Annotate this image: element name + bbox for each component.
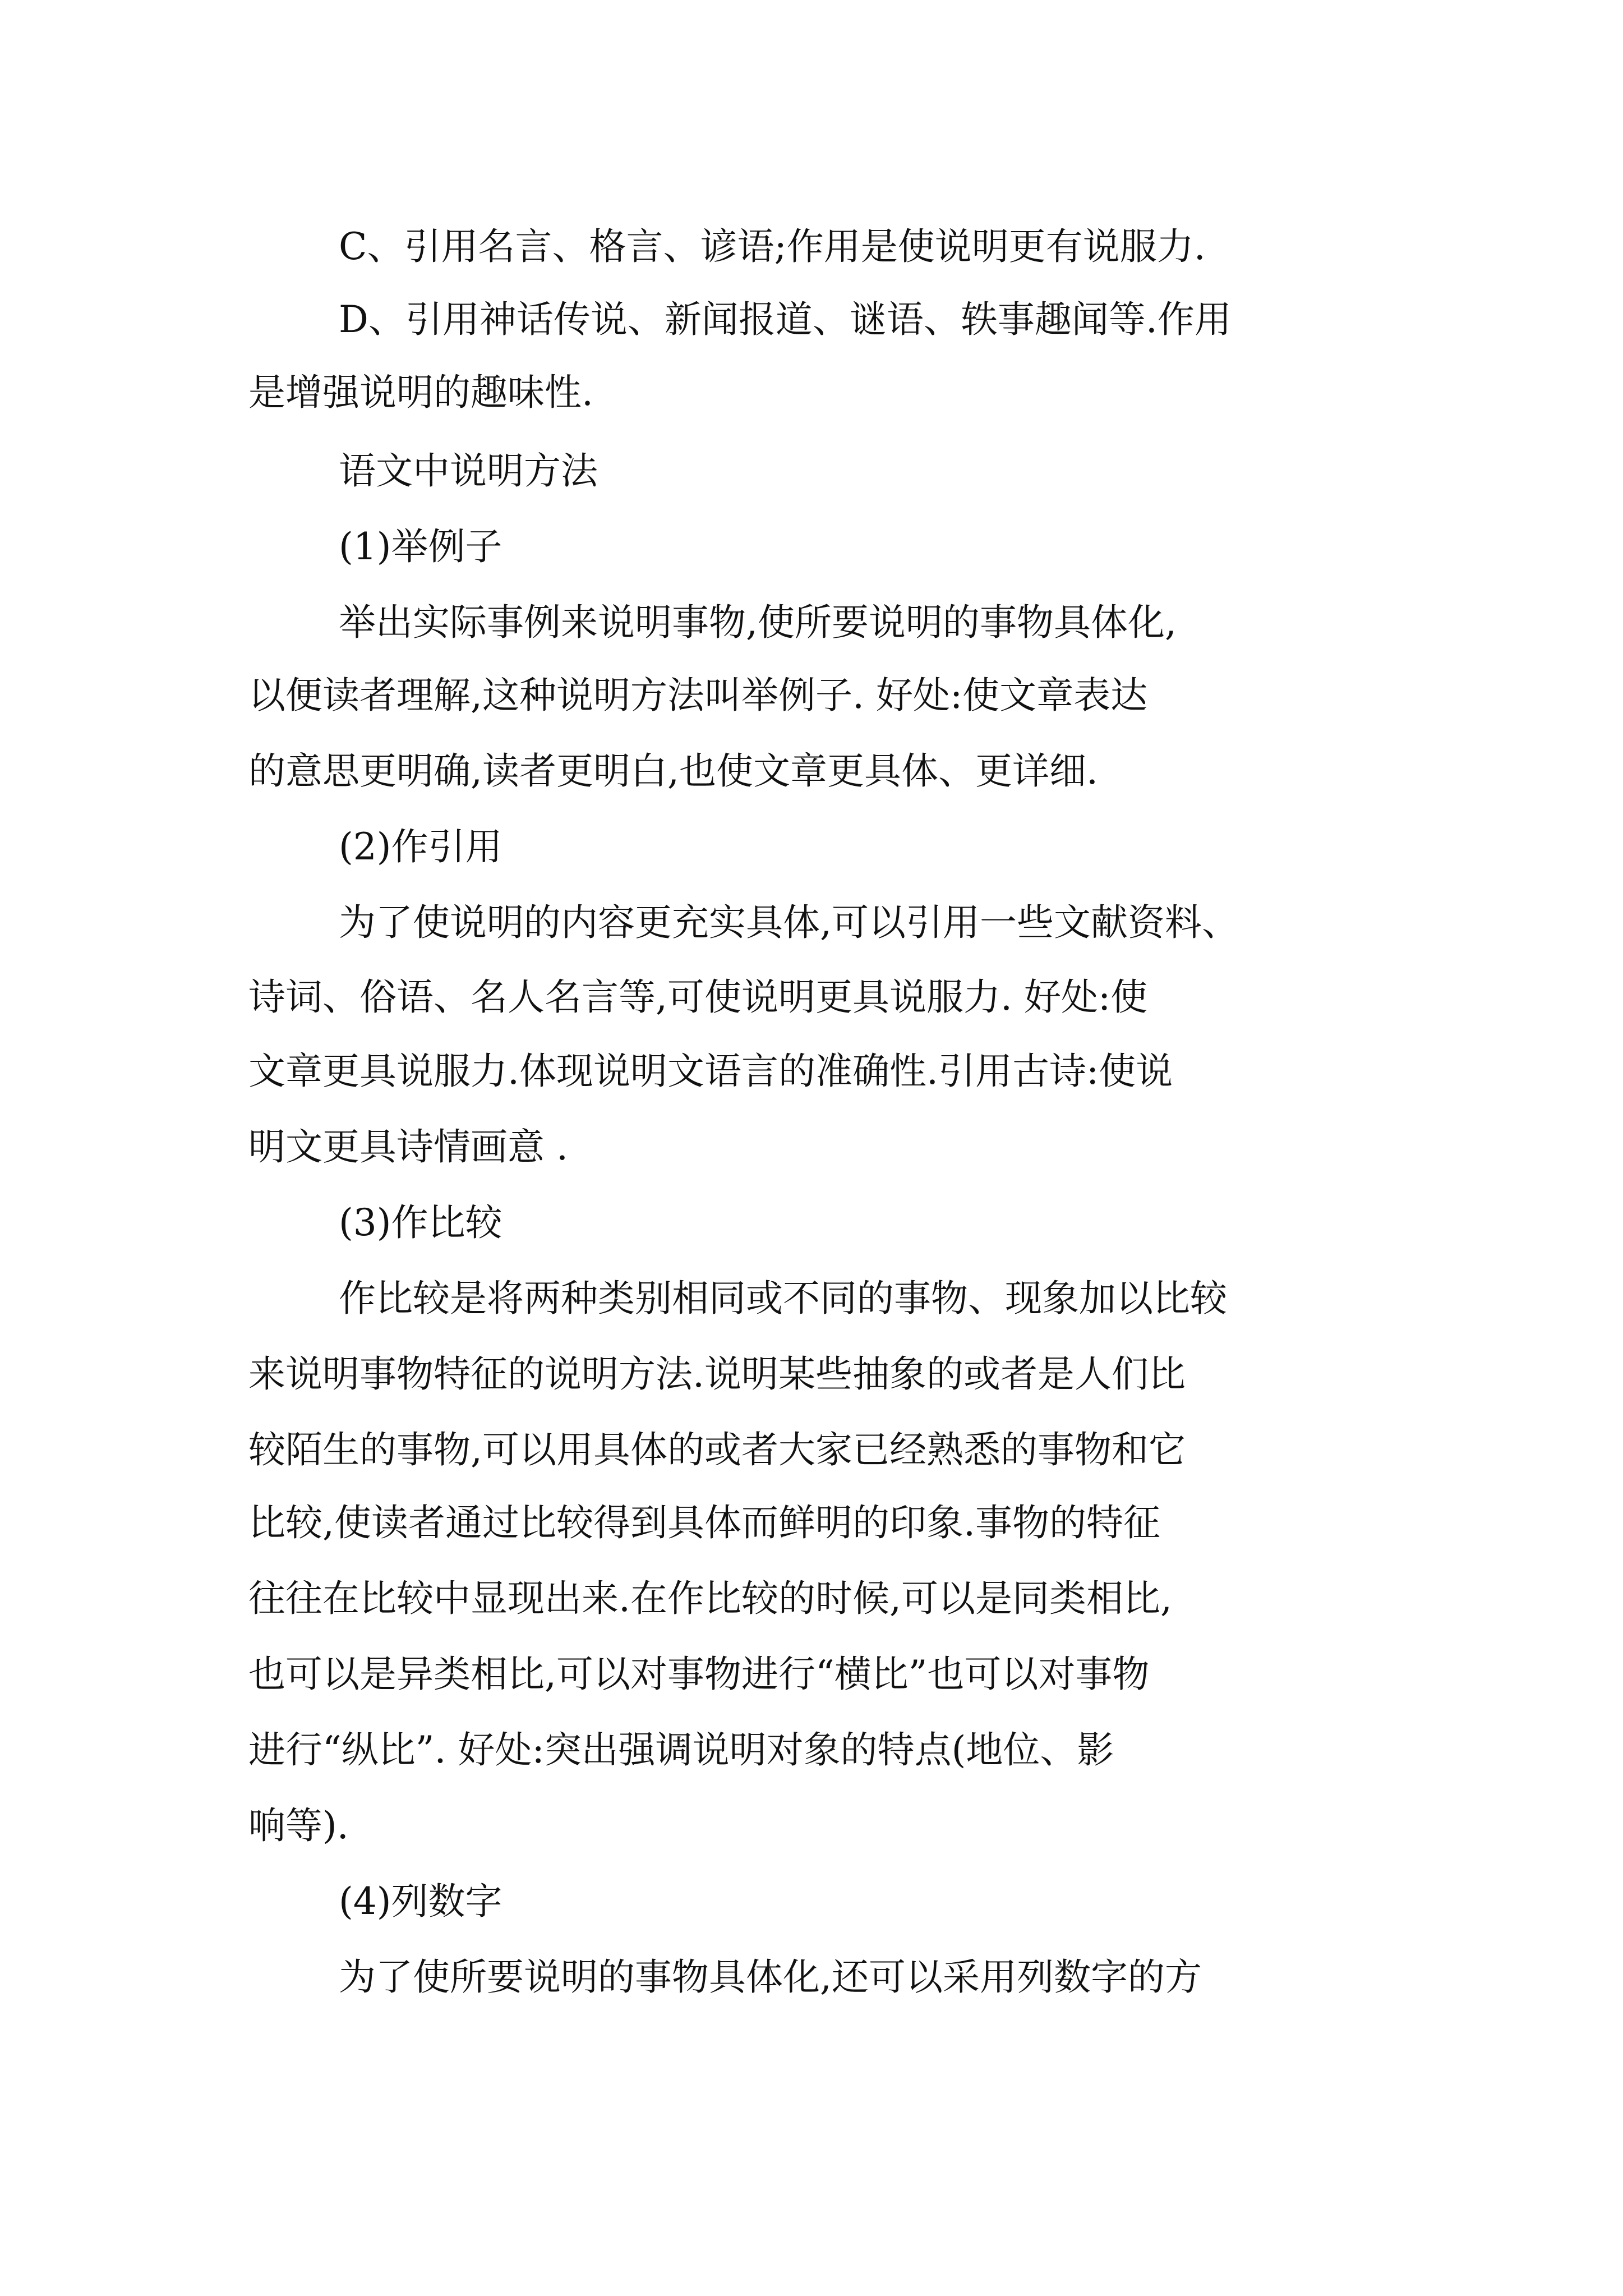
text-line: D、引用神话传说、新闻报道、谜语、轶事趣闻等.作用 bbox=[339, 298, 1232, 341]
subsection-heading: (1)举例子 bbox=[339, 525, 502, 568]
text-line: 以便读者理解,这种说明方法叫举例子. 好处:使文章表达 bbox=[248, 674, 1148, 717]
subsection-heading: (2)作引用 bbox=[339, 825, 502, 868]
text-line: 来说明事物特征的说明方法.说明某些抽象的或者是人们比 bbox=[248, 1352, 1186, 1396]
text-line: 也可以是异类相比,可以对事物进行“横比”也可以对事物 bbox=[248, 1653, 1150, 1696]
text-line: C、引用名言、格言、谚语;作用是使说明更有说服力. bbox=[339, 225, 1206, 268]
text-line: 为了使说明的内容更充实具体,可以引用一些文献资料、 bbox=[339, 901, 1239, 944]
text-line: 为了使所要说明的事物具体化,还可以采用列数字的方 bbox=[339, 1955, 1202, 1999]
text-line: 举出实际事例来说明事物,使所要说明的事物具体化, bbox=[339, 601, 1177, 644]
text-line: 较陌生的事物,可以用具体的或者大家已经熟悉的事物和它 bbox=[248, 1428, 1186, 1471]
subsection-heading: (4)列数字 bbox=[339, 1880, 502, 1923]
section-heading: 语文中说明方法 bbox=[339, 449, 598, 493]
text-line: 往往在比较中显现出来.在作比较的时候,可以是同类相比, bbox=[248, 1577, 1172, 1620]
text-line: 是增强说明的趣味性. bbox=[248, 371, 593, 414]
subsection-heading: (3)作比较 bbox=[339, 1201, 502, 1244]
text-line: 进行“纵比”. 好处:突出强调说明对象的特点(地位、影 bbox=[248, 1728, 1114, 1772]
text-line: 作比较是将两种类别相同或不同的事物、现象加以比较 bbox=[339, 1277, 1227, 1320]
text-line: 比较,使读者通过比较得到具体而鲜明的印象.事物的特征 bbox=[248, 1501, 1160, 1544]
text-line: 响等). bbox=[248, 1804, 349, 1847]
text-line: 诗词、俗语、名人名言等,可使说明更具说服力. 好处:使 bbox=[248, 976, 1148, 1019]
text-line: 明文更具诗情画意 . bbox=[248, 1125, 568, 1168]
text-line: 的意思更明确,读者更明白,也使文章更具体、更详细. bbox=[248, 749, 1098, 793]
text-line: 文章更具说服力.体现说明文语言的准确性.引用古诗:使说 bbox=[248, 1050, 1173, 1093]
